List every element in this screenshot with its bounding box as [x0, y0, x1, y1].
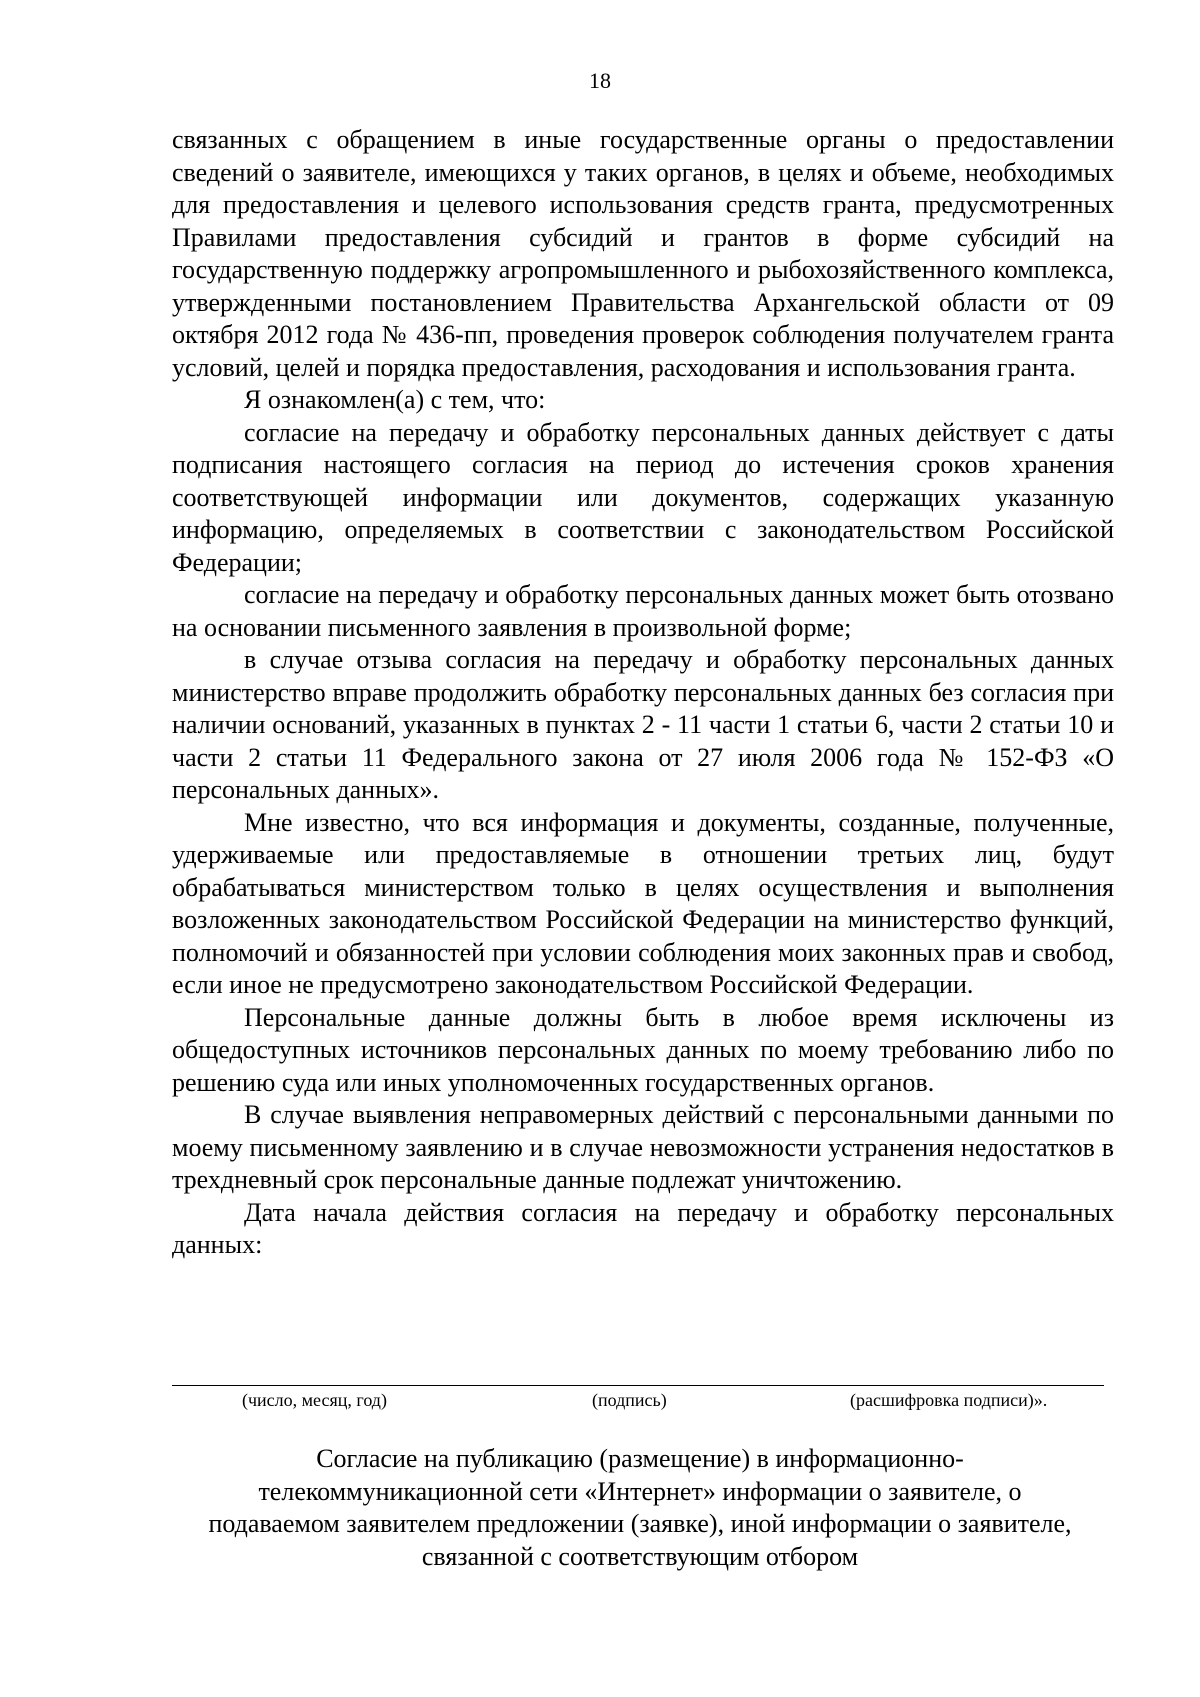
paragraph: в случае отзыва согласия на передачу и обработку персональных данных министерство вправе продолжить обработку персональных данных без согласия при наличии оснований, указанных в пунктах 2 - 11 части 1 статьи 6, части 2 статьи 10 и части 2 статьи 11 Федерального закона от 27 июля 2006 года № 152-ФЗ «О персональных данных». [172, 645, 1114, 804]
signature-captions [172, 1390, 1104, 1416]
signature-line [172, 1385, 1104, 1386]
paragraph: Я ознакомлен(а) с тем, что: [244, 385, 546, 414]
signature-caption: (подпись) [592, 1390, 667, 1410]
section-title-line: связанной с соответствующим отбором [421, 1541, 859, 1571]
page-number: 18 [589, 68, 611, 93]
paragraph: согласие на передачу и обработку персональных данных может быть отозвано на основании письменного заявления в произвольной форме; [172, 580, 1114, 642]
date-caption: (число, месяц, год) [242, 1390, 387, 1410]
paragraph: связанных с обращением в иные государственные органы о предоставлении сведений о заявителе, имеющихся у таких органов, в целях и объеме, необходимых для предоставления и целевого использования средств гранта, предусмотренных Правилами предоставления субсидий и грантов в форме субсидий на государственную поддержку агропромышленного и рыбохозяйственного комплекса, утвержденными постановлением Правительства Архангельской области от 09 октября 2012 года № 436-пп, проведения проверок соблюдения получателем гранта условий, целей и порядка предоставления, расходования и использования гранта. [172, 125, 1114, 382]
paragraph: Мне известно, что вся информация и документы, созданные, полученные, удерживаемые или предоставляемые в отношении третьих лиц, будут обрабатываться министерством только в целях осуществления и выполнения возложенных законодательством Российской Федерации на министерство функций, полномочий и обязанностей при условии соблюдения моих законных прав и свобод, если иное не предусмотрено законодательством Российской Федерации. [172, 807, 1114, 999]
section-title-line: телекоммуникационной сети «Интернет» информации о заявителе, о [258, 1476, 1022, 1506]
paragraph: согласие на передачу и обработку персональных данных действует с даты подписания настоящего согласия на период до истечения сроков хранения соответствующей информации или документов, содержащих указанную информацию, определяемых в соответствии с законодательством Российской Федерации; [172, 417, 1114, 577]
paragraph: В случае выявления неправомерных действий с персональными данными по моему письменному заявлению и в случае невозможности устранения недостатков в трехдневный срок персональные данные подлежат уничтожению. [172, 1100, 1114, 1194]
signature-block [172, 1385, 1104, 1416]
body-text [172, 124, 1114, 1262]
section-title-line: подаваемом заявителем предложении (заявке), иной информации о заявителе, [208, 1509, 1072, 1538]
section-title-line: Согласие на публикацию (размещение) в информационно- [316, 1444, 964, 1473]
paragraph: Дата начала действия согласия на передачу и обработку персональных данных: [172, 1197, 1114, 1259]
signature-decode-caption: (расшифровка подписи)». [850, 1390, 1048, 1410]
paragraph: Персональные данные должны быть в любое время исключены из общедоступных источников персональных данных по моему требованию либо по решению суда или иных уполномоченных государственных органов. [172, 1002, 1114, 1097]
section-title [150, 1443, 1130, 1573]
